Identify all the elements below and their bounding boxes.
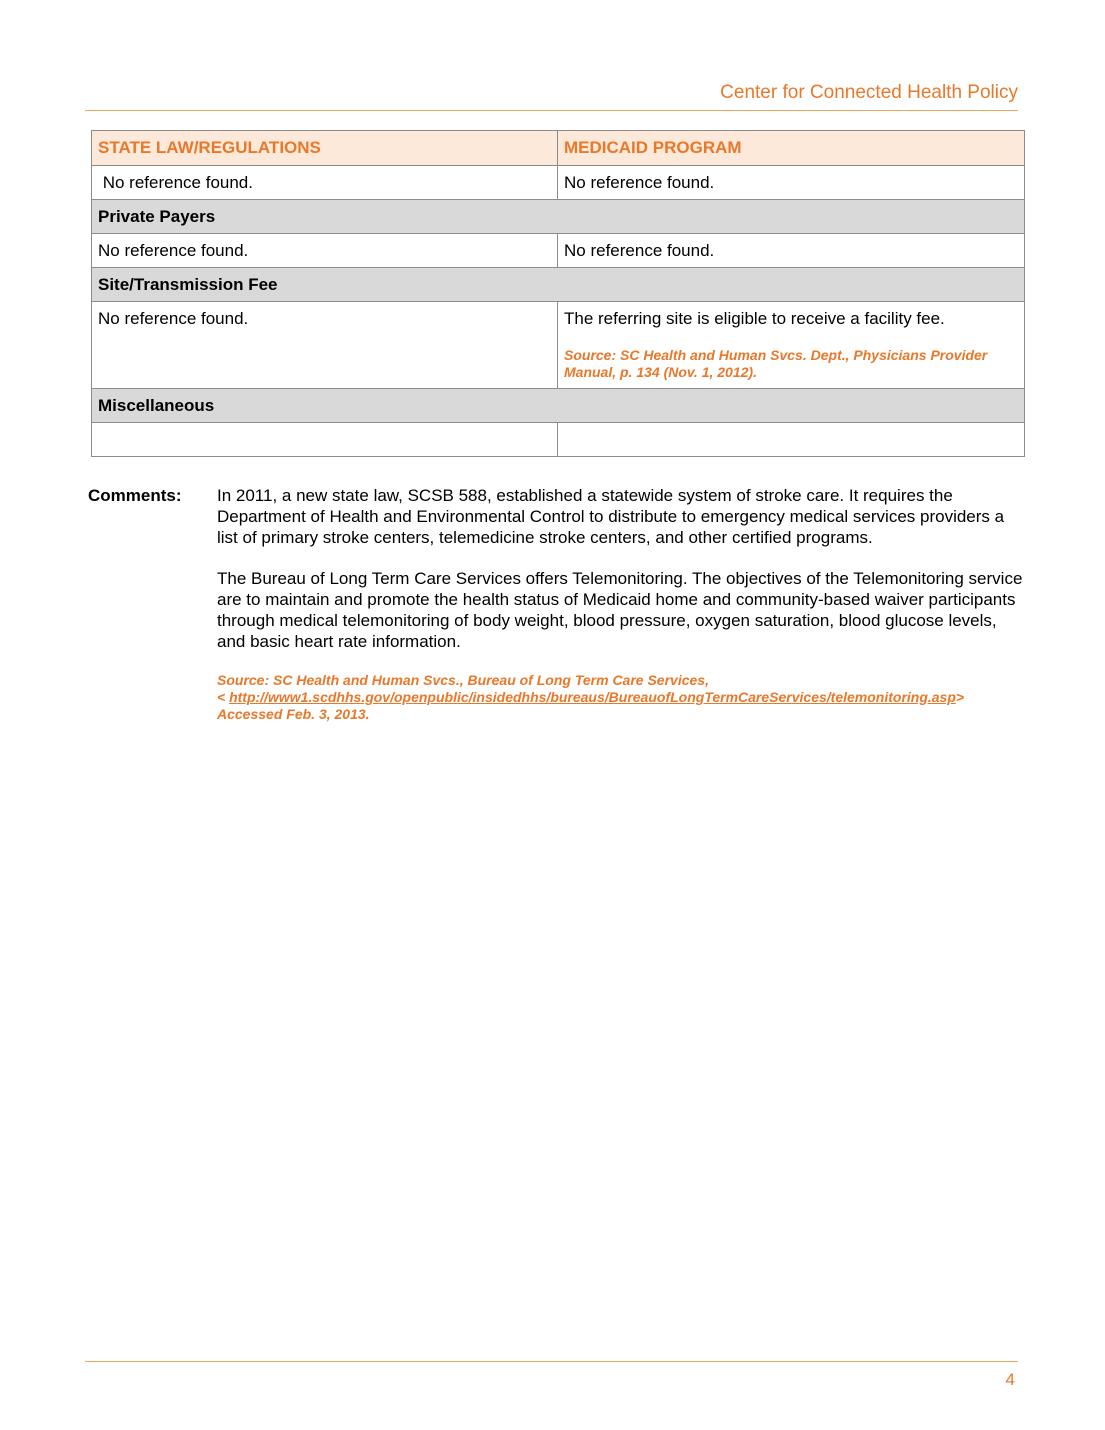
section-row (92, 200, 1025, 234)
comments-label: Comments: (88, 486, 182, 505)
comment-paragraph: In 2011, a new state law, SCSB 588, established a statewide system of stroke care. It requires the Department of Health and Environmental Control to distribute to emergency medical services providers a list of primary stroke centers, telemedicine stroke centers, and other certified programs. (217, 486, 1005, 547)
section-title-miscellaneous: Miscellaneous (92, 389, 1025, 423)
header-divider (85, 110, 1018, 111)
footer-divider (85, 1361, 1018, 1362)
page-number: 4 (1005, 1370, 1015, 1389)
source-citation: Source: SC Health and Human Svcs. Dept., Physicians Provider Manual, p. 134 (Nov. 1, 2012). (564, 347, 988, 380)
table-row (92, 166, 1025, 200)
table-cell: No reference found. (558, 166, 1025, 200)
column-header-medicaid: MEDICAID PROGRAM (558, 131, 1025, 166)
table-header-row (92, 131, 1025, 166)
table-row (92, 234, 1025, 268)
section-row (92, 268, 1025, 302)
table-cell: No reference found. (92, 166, 558, 200)
source-close-bracket: > (955, 689, 965, 705)
section-title-private-payers: Private Payers (92, 200, 1025, 234)
table-row (92, 423, 1025, 457)
source-accessed-date: Accessed Feb. 3, 2013. (217, 706, 370, 722)
cell-text: The referring site is eligible to receive a facility fee. (564, 309, 945, 328)
comments-body (217, 485, 1027, 723)
document-header-title: Center for Connected Health Policy (720, 82, 1018, 103)
table-cell: No reference found. (92, 234, 558, 268)
column-header-state-law: STATE LAW/REGULATIONS (92, 131, 558, 166)
table-cell (558, 423, 1025, 457)
table-cell (558, 302, 1025, 389)
table-row (92, 302, 1025, 389)
table-cell: No reference found. (92, 302, 558, 389)
comments-source-citation (217, 672, 1027, 723)
table-cell (92, 423, 558, 457)
source-open-bracket: < (217, 689, 230, 705)
policy-table (91, 130, 1025, 457)
table-cell: No reference found. (558, 234, 1025, 268)
section-row (92, 389, 1025, 423)
comment-paragraph: The Bureau of Long Term Care Services offers Telemonitoring. The objectives of the Telemonitoring service are to maintain and promote the health status of Medicaid home and community-based waiver participants through medical telemonitoring of body weight, blood pressure, oxygen saturation, blood glucose levels, and basic heart rate information. (217, 569, 1023, 651)
source-link[interactable]: http://www1.scdhhs.gov/openpublic/insidedhhs/bureaus/BureauofLongTermCareServices/telemonitoring.asp (229, 689, 956, 705)
section-title-site-transmission-fee: Site/Transmission Fee (92, 268, 1025, 302)
source-line: Source: SC Health and Human Svcs., Bureau of Long Term Care Services, (217, 672, 709, 688)
